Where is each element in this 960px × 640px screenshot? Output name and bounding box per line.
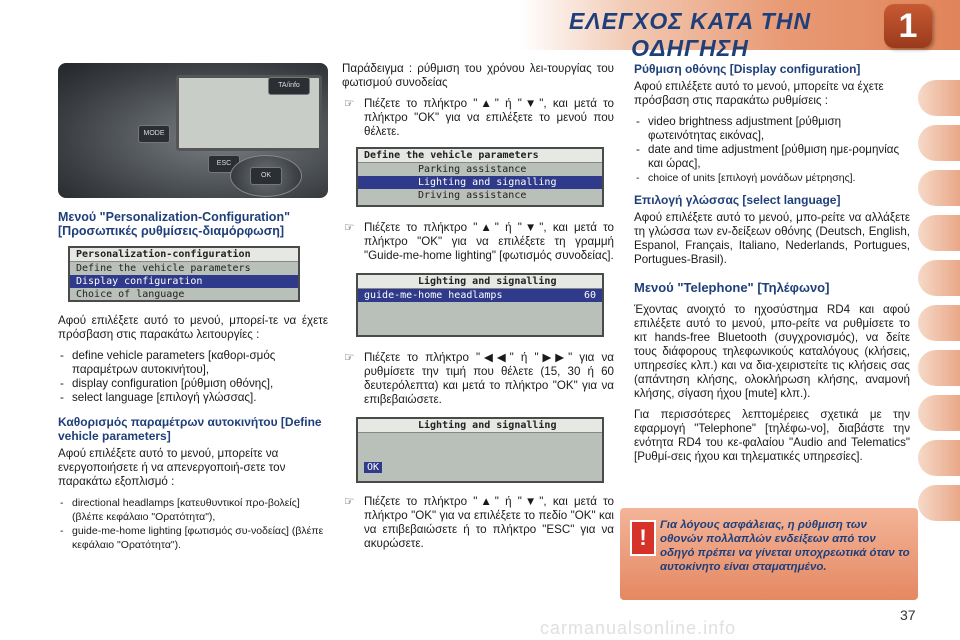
example-text: Παράδειγμα : ρύθμιση του χρόνου λει-τουργίας του φωτισμού συνοδείας <box>342 62 614 89</box>
section-heading: Ρύθμιση οθόνης [Display configuration] <box>634 62 861 76</box>
lcd-title: Lighting and signalling <box>358 275 602 289</box>
step-1: ☞ Πιέζετε το πλήκτρο "▲" ή "▼", και μετά το πλήκτρο "OK" για να επιλέξετε το μενού που θέλετε. <box>344 97 614 138</box>
chapter-tabs <box>918 80 960 550</box>
lcd-row <box>358 461 602 474</box>
list-item: - select language [επιλογή γλώσσας]. <box>58 391 328 405</box>
column-2 <box>342 62 614 551</box>
list-item: - define vehicle parameters [καθορι-σμός παραμέτρων αυτοκινήτου], <box>58 349 328 377</box>
chapter-tab[interactable] <box>918 170 960 206</box>
section-intro: Αφού επιλέξετε αυτό το μενού, μπορείτε να έχετε πρόσβαση στις παρακάτω ρυθμίσεις : <box>634 80 884 107</box>
esc-button: ESC <box>208 155 240 173</box>
telephone-more-text: Για περισσότερες λεπτομέρειες σχετικά με την εφαρμογή "Telephone" [τηλέφω-νο], διαβάστε την ενότητα RD4 του κε-φαλαίου "Audio and Telematics" [Ρυθμί-σεις ήχου και τηλεματικές υπηρεσίες]. <box>634 408 910 463</box>
safety-warning <box>620 508 918 600</box>
lcd-row-selected: Display configuration <box>70 275 298 288</box>
display-list <box>634 115 910 185</box>
page-header <box>0 0 960 61</box>
list-item: - guide-me-home lighting [φωτισμός συ-νοδείας] (βλέπε κεφάλαιο "Ορατότητα"). <box>58 524 328 552</box>
intro-text: Αφού επιλέξετε αυτό το μενού, μπορεί-τε να έχετε πρόσβαση στις παρακάτω λειτουργίες : <box>58 314 328 341</box>
lcd-row-selected: Lighting and signalling <box>358 176 602 189</box>
section-heading: Μενού "Telephone" [Τηλέφωνο] <box>634 280 830 295</box>
chapter-tab[interactable] <box>918 485 960 521</box>
chapter-tab[interactable] <box>918 350 960 386</box>
list-item: - date and time adjustment [ρύθμιση ημε-ρομηνίας και ώρας], <box>634 143 910 171</box>
pointing-hand-icon: ☞ <box>344 97 355 110</box>
page-title: ΕΛΕΓΧΟΣ ΚΑΤΑ ΤΗΝ ΟΔΗΓΗΣΗ <box>568 8 812 61</box>
chapter-tab[interactable] <box>918 440 960 476</box>
lcd-title: Define the vehicle parameters <box>358 149 602 163</box>
mode-button: MODE <box>138 125 170 143</box>
step-2: ☞ Πιέζετε το πλήκτρο "▲" ή "▼", και μετά το πλήκτρο "OK" για να επιλέξετε τη γραμμή "Guide-me-home lighting" [φωτισμός συνοδείας]. <box>344 221 614 262</box>
lcd-row: Choice of language <box>76 289 185 300</box>
lcd-row <box>358 302 602 315</box>
lcd-row <box>358 315 602 328</box>
ta-info-button: TA/info <box>268 77 310 95</box>
ok-button: OK <box>250 167 282 185</box>
pointing-hand-icon: ☞ <box>344 221 355 234</box>
list-item: - video brightness adjustment [ρύθμιση φωτεινότητας εικόνας], <box>634 115 910 143</box>
chapter-tab[interactable] <box>918 80 960 116</box>
watermark: carmanualsonline.info <box>540 618 737 638</box>
language-text: Αφού επιλέξετε αυτό το μενού, μπο-ρείτε να αλλάξετε τη γλώσσα των εν-δείξεων οθόνης (Deutsch, English, Espanol, Français, Italiano, Nederlands, Portugues, Portugues-Brasil). <box>634 211 910 266</box>
list-item: - choice of units [επιλογή μονάδων μέτρησης]. <box>634 171 910 185</box>
chapter-tab[interactable] <box>918 395 960 431</box>
section-heading: Καθορισμός παραμέτρων αυτοκινήτου [Define vehicle parameters] <box>58 415 322 443</box>
lcd-ok-field: OK <box>364 462 382 473</box>
lcd-value: 60 <box>583 290 596 301</box>
lcd-vehicle-params <box>356 147 604 207</box>
function-list <box>58 349 328 405</box>
lcd-title: Personalization-configuration <box>70 248 298 262</box>
lcd-personalization <box>68 246 300 302</box>
step-4: ☞ Πιέζετε το πλήκτρο "▲" ή "▼", και μετά το πλήκτρο "OK" για να επιλέξετε το πεδίο "OK" και να επιβεβαιώσετε ή το πλήκτρο "ESC" για να ακυρώσετε. <box>344 495 614 550</box>
warning-text: Για λόγους ασφάλειας, η ρύθμιση των οθονών πολλαπλών ενδείξεων από τον οδηγό πρέπει να γίνεται υποχρεωτικά όταν το αυτοκίνητο είναι σταματημένο. <box>660 519 910 573</box>
page-number: 37 <box>900 607 916 623</box>
lcd-row: Parking assistance <box>418 164 527 175</box>
chapter-tab[interactable] <box>918 125 960 161</box>
chapter-tab[interactable] <box>918 260 960 296</box>
equipment-list <box>58 496 328 552</box>
list-item: - display configuration [ρύθμιση οθόνης], <box>58 377 328 391</box>
control-panel-photo <box>58 63 328 198</box>
chapter-badge: 1 <box>884 4 932 48</box>
lcd-row: Driving assistance <box>418 190 527 201</box>
column-1 <box>58 210 328 559</box>
warning-icon: ! <box>630 520 656 556</box>
pointing-hand-icon: ☞ <box>344 351 355 364</box>
chapter-tab[interactable] <box>918 215 960 251</box>
lcd-lighting <box>356 273 604 337</box>
list-item: - directional headlamps [κατευθυντικοί προ-βολείς] (βλέπε κεφάλαιο "Ορατότητα"), <box>58 496 328 524</box>
chapter-tab[interactable] <box>918 305 960 341</box>
lcd-title: Lighting and signalling <box>358 419 602 433</box>
lcd-row-selected: guide-me-home headlamps 60 <box>358 289 602 302</box>
pointing-hand-icon: ☞ <box>344 495 355 508</box>
menu-title: Μενού "Personalization-Configuration" [Προσωπικές ρυθμίσεις-διαμόρφωση] <box>58 210 291 238</box>
section-heading: Επιλογή γλώσσας [select language] <box>634 193 841 207</box>
lcd-lighting-confirm <box>356 417 604 483</box>
telephone-text: Έχοντας ανοιχτό το ηχοσύστημα RD4 και αφού επιλέξετε αυτό το μενού, μπο-ρείτε να ρυθμίσετε το κιτ hands-free Bluetooth (συγχρονισμός), να δείτε τους διάφορους τηλεφωνικούς καταλόγους (κλήσεις, υπηρεσίες κλπ.) και να δια-χειριστείτε τις κλήσεις σας (απάντηση κλήσης, ολοκλήρωση κλήσης, αναμονή κλήσης, σίγαση ήχου [mute] κλπ.). <box>634 303 910 400</box>
lcd-row: Define the vehicle parameters <box>76 263 251 274</box>
column-3 <box>634 62 910 471</box>
step-3: ☞ Πιέζετε το πλήκτρο "◀◀" ή "▶▶" για να ρυθμίσετε την τιμή που θέλετε (15, 30 ή 60 δευτερόλεπτα) και μετά το πλήκτρο "OK" για να επιβεβαιώσετε. <box>344 351 614 406</box>
section-intro: Αφού επιλέξετε αυτό το μενού, μπορείτε να ενεργοποιήσετε ή να απενεργοποιή-σετε τον παρακάτω εξοπλισμό : <box>58 447 286 488</box>
